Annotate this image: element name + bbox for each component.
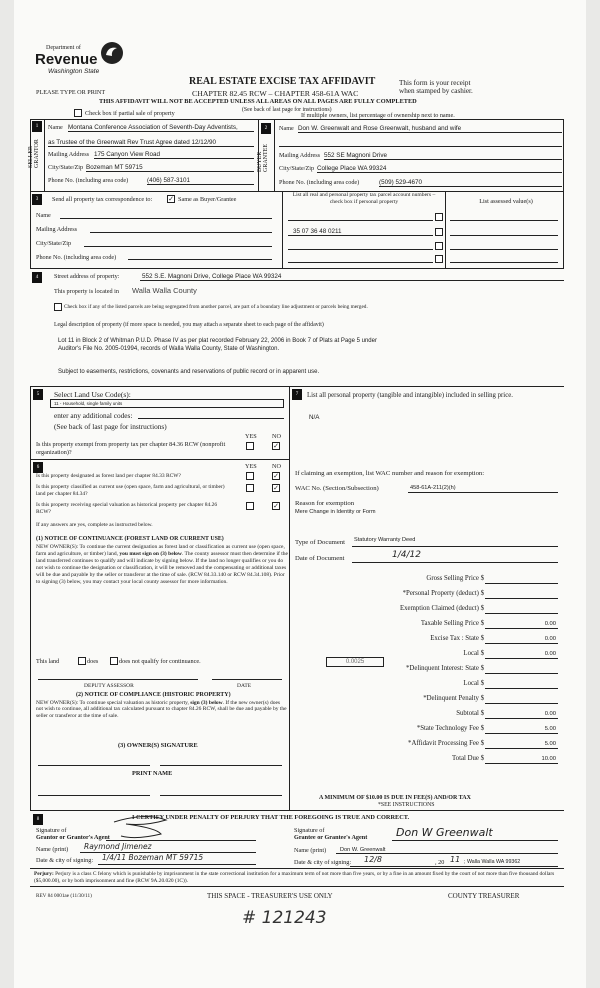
grantee-city-field[interactable]: ; Walla Walla WA 99362 [464, 859, 521, 865]
fee-label: Subtotal $ [456, 710, 484, 717]
current-use-yes-checkbox[interactable] [246, 484, 254, 492]
field-label: Mailing Address [48, 151, 90, 158]
personal-property-checkbox[interactable] [435, 228, 443, 236]
exempt-question: Is this property exempt from property tax per chapter 84.36 RCW (nonprofit organization)? [36, 441, 226, 456]
divider [30, 868, 564, 869]
fee-label: *Affidavit Processing Fee $ [408, 740, 484, 747]
fee-label: *Personal Property (deduct) $ [402, 590, 484, 597]
underline [485, 628, 558, 629]
divider [30, 459, 289, 460]
seller-name-field[interactable]: Montana Conference Association of Seventh-Day Adventists, [68, 124, 238, 131]
perjury-text: Perjury is a class C felony which is punishable by imprisonment in the state correctional institution for a maximum term of not more than five years, or by a fine in an amount fixed by the court of not more than five thousand dollars ($5,000.00), or by both imprisonment and fine (RCW 9A.20.020 (1C)). [34, 871, 555, 884]
name-print-label: Name (print) [36, 846, 69, 853]
underline [408, 492, 558, 493]
name-print-label: Name (print) [294, 847, 327, 854]
section-number: 7 [292, 389, 302, 400]
fee-value[interactable]: 5.00 [544, 726, 556, 732]
fee-label: Local $ [463, 680, 484, 687]
field-label: Mailing Address [279, 152, 321, 159]
instructions-note: (See back of last page for instructions) [54, 422, 167, 431]
legal-description: Subject to easements, restrictions, covenants and reservations of public record or in apparent use. [58, 369, 320, 375]
underline [485, 643, 558, 644]
underline [317, 172, 562, 173]
send-correspondence-label: Send all property tax correspondence to: [52, 196, 153, 203]
notice-text: . If the new owner(s) does not wish to continue, all additional tax calculated pursuant to chapter 84.26 RCW, shall be due and payable by the seller or transferor at the time of sale. [36, 700, 287, 719]
yes-header: YES [245, 433, 257, 440]
field-label: Street address of property: [54, 273, 120, 280]
owner-print-name-field[interactable] [160, 795, 282, 796]
logo-text: Department of [46, 45, 81, 51]
perjury-statement [34, 871, 564, 885]
forest-question: Is this property designated as forest land per chapter 84.33 RCW? [36, 473, 181, 479]
logo-swirl-icon [98, 40, 126, 66]
does-qualify-checkbox[interactable] [78, 657, 86, 665]
reason-field[interactable]: Mere Change in Identity or Form [295, 509, 376, 515]
underline [324, 159, 562, 160]
assessor-date-field[interactable] [212, 679, 282, 680]
warning-line: THIS AFFIDAVIT WILL NOT BE ACCEPTED UNLESS ALL AREAS ON ALL PAGES ARE FULLY COMPLETED [99, 98, 417, 105]
additional-codes-field[interactable] [138, 418, 284, 419]
fee-label: Local $ [463, 650, 484, 657]
legal-description-label: Legal description of property (if more space is needed, you may attach a separate sheet to each page of the affidavit) [54, 322, 324, 328]
segregated-label: Check box if any of the listed parcels are being segregated from another parcel, are part of a boundary line adjustment or parcels being merged. [64, 304, 368, 310]
underline [48, 146, 254, 147]
deputy-label: DEPUTY ASSESSOR [84, 683, 134, 689]
wac-label: WAC No. (Section/Subsection) [295, 485, 379, 492]
does-label: does [87, 658, 99, 665]
segregated-checkbox[interactable] [54, 303, 62, 311]
grantor-signature[interactable] [106, 812, 176, 842]
owner-signature-title: (3) OWNER(S) SIGNATURE [118, 742, 198, 749]
seller-label: SELLER GRANTOR [28, 139, 40, 168]
underline [485, 688, 558, 689]
parcel-header: List all real and personal property tax parcel account numbers – check box if personal property [292, 192, 436, 205]
underline [392, 840, 558, 841]
does-not-label: does not qualify for continuance. [119, 658, 201, 665]
underline [106, 840, 256, 841]
legal-description: Auditor's File No. 2005-01994, records of Walla Walla County, State of Washington. [58, 346, 280, 352]
grantor-name-field[interactable]: Raymond Jimenez [84, 842, 152, 851]
divider [30, 886, 564, 887]
forest-no-checkbox[interactable]: ✓ [273, 472, 279, 480]
form-title: REAL ESTATE EXCISE TAX AFFIDAVIT [189, 76, 376, 87]
grantor-date-field[interactable]: 1/4/11 Bozeman MT 59715 [102, 853, 204, 862]
logo-text: Revenue [35, 51, 98, 68]
owner-print-name-field[interactable] [38, 795, 150, 796]
local-rate-field[interactable]: 0.0025 [326, 657, 384, 667]
form-number: REV 84 0001ae (11/30/11) [36, 893, 92, 899]
yes-header: YES [245, 463, 257, 470]
underline [485, 748, 558, 749]
logo-text: Washington State [48, 68, 100, 75]
fee-value[interactable]: 0.00 [544, 636, 556, 642]
underline [279, 146, 562, 147]
date-city-label: Date & city of signing: [294, 859, 352, 866]
assessed-header: List assessed value(s) [479, 198, 533, 205]
section-number: 4 [32, 272, 42, 283]
underline [485, 658, 558, 659]
doc-type-label: Type of Document [295, 539, 346, 546]
parcel-field[interactable] [288, 249, 433, 250]
seller-city-field[interactable]: Bozeman MT 59715 [86, 164, 143, 171]
notice-continuance-text [36, 544, 288, 587]
section-number: 8 [33, 814, 43, 825]
grantee-name-field[interactable]: Don W. Greenwalt [340, 847, 386, 853]
historic-yes-checkbox[interactable] [246, 502, 254, 510]
date-city-label: Date & city of signing: [36, 857, 94, 864]
divider [282, 191, 283, 269]
fee-label: Gross Selling Price $ [426, 575, 484, 582]
assessed-field[interactable] [450, 262, 558, 263]
underline [379, 186, 562, 187]
additional-codes-label: enter any additional codes: [54, 411, 133, 420]
fee-label: Excise Tax : State $ [430, 635, 484, 642]
current-use-no-checkbox[interactable]: ✓ [273, 484, 279, 492]
no-header: NO [272, 463, 281, 470]
street-address-field[interactable]: 552 S.E. Magnoni Drive, College Place WA 99324 [142, 273, 282, 280]
underline [350, 866, 558, 867]
correspondence-name-field[interactable] [60, 218, 272, 219]
print-name-label: PRINT NAME [132, 770, 173, 777]
field-label: Name [36, 212, 51, 219]
grantee-signature[interactable]: Don W Greenwalt [396, 826, 493, 839]
exempt-no-checkbox[interactable]: ✓ [273, 442, 279, 450]
buyer-address-field[interactable]: 552 SE Magnoni Drive [324, 152, 388, 159]
owner-signature-field[interactable] [38, 765, 150, 766]
field-label: Phone No. (including area code) [36, 254, 117, 261]
buyer-phone-field[interactable]: (509) 529-4670 [379, 179, 423, 186]
underline [298, 132, 562, 133]
buyer-name-field[interactable]: Don W. Greenwalt and Rose Greenwalt, husband and wife [298, 125, 462, 132]
buyer-city-field[interactable]: College Place WA 99324 [317, 165, 387, 172]
notice-text-bold: you must sign on (3) below [119, 551, 182, 558]
fee-value[interactable]: 0.00 [544, 651, 556, 657]
exempt-yes-checkbox[interactable] [246, 442, 254, 450]
divider [289, 386, 290, 810]
signature-label: Signature of [36, 827, 67, 834]
divider [274, 119, 275, 191]
same-as-buyer-label: Same as Buyer/Grantee [178, 196, 237, 203]
underline [94, 158, 254, 159]
grantee-date-field[interactable]: 12/8 [364, 855, 382, 864]
section-number: 5 [33, 389, 43, 400]
fee-value[interactable]: 10.00 [541, 756, 556, 762]
doc-date-label: Date of Document [295, 555, 345, 562]
see-back: (See back of last page for instructions) [242, 107, 332, 113]
does-not-qualify-checkbox[interactable] [110, 657, 118, 665]
receipt-note: when stamped by cashier. [399, 87, 473, 95]
fee-label: Exemption Claimed (deduct) $ [400, 605, 484, 612]
section-number: 3 [32, 194, 42, 205]
exemption-label: If claiming an exemption, list WAC number and reason for exemption: [295, 470, 485, 477]
divider [30, 386, 31, 810]
doc-date-field[interactable]: 1/4/12 [392, 550, 421, 560]
historic-question: Is this property receiving special valuation as historical property per chapter 84.26 RCW? [36, 502, 218, 515]
seller-address-field[interactable]: 175 Canyon View Road [94, 151, 161, 158]
underline [485, 733, 558, 734]
underline [86, 171, 254, 172]
section-number: 1 [32, 121, 42, 132]
date-label: DATE [237, 683, 252, 689]
owner-signature-field[interactable] [160, 765, 282, 766]
land-use-label: Select Land Use Code(s): [54, 390, 131, 399]
wac-field[interactable]: 458-61A-211(2)(h) [410, 485, 456, 491]
field-label: City/State/Zip [36, 240, 72, 247]
personal-property-checkbox[interactable] [435, 213, 443, 221]
notice-compliance-text [36, 700, 288, 719]
correspondence-phone-field[interactable] [128, 259, 272, 260]
legal-description: Lot 11 in Block 2 of Whitman P.U.D. Phase IV as per plat recorded February 22, 2006 in Book 7 of Plats at Page 5 under [58, 338, 377, 344]
field-label: City/State/Zip [48, 164, 84, 171]
doc-type-field[interactable]: Statutory Warranty Deed [354, 537, 416, 543]
personal-property-field[interactable]: N/A [309, 414, 320, 421]
section-number: 6 [33, 462, 43, 473]
handwritten-number: # 121243 [242, 908, 327, 928]
divider [445, 191, 446, 269]
affidavit-page [14, 0, 586, 988]
parcel-field[interactable] [288, 220, 433, 221]
fee-label: *State Technology Fee $ [416, 725, 484, 732]
chapter-line: CHAPTER 82.45 RCW – CHAPTER 458-61A WAC [192, 89, 359, 98]
personal-property-checkbox[interactable] [435, 255, 443, 263]
divider [44, 119, 45, 191]
correspondence-address-field[interactable] [90, 232, 272, 233]
treasurer-use-label: THIS SPACE - TREASURER'S USE ONLY [207, 892, 333, 900]
no-header: NO [272, 433, 281, 440]
underline [485, 763, 558, 764]
historic-no-checkbox[interactable]: ✓ [273, 502, 279, 510]
partial-sale-checkbox[interactable] [74, 109, 82, 117]
underline [288, 235, 433, 236]
fee-value[interactable]: 0.00 [544, 711, 556, 717]
fee-value[interactable]: 0.00 [544, 621, 556, 627]
notice-text: NEW OWNER(S): To continue the current designation as forest land or classification as current use (open space, farm and agriculture, or timber) land, [36, 544, 285, 558]
please-type: PLEASE TYPE OR PRINT [36, 89, 106, 96]
field-label: Name [279, 125, 294, 132]
notice-text: NEW OWNER(S): To continue special valuation as historic property, [36, 700, 191, 706]
grantee-agent-label: Grantee or Grantee's Agent [294, 834, 368, 841]
county-field[interactable]: Walla Walla County [132, 286, 197, 295]
underline [68, 131, 254, 132]
field-label: Mailing Address [36, 226, 78, 233]
buyer-label: BUYER GRANTEE [257, 144, 269, 172]
county-treasurer-label: COUNTY TREASURER [448, 892, 520, 900]
partial-sale-label: Check box if partial sale of property [85, 110, 175, 117]
divider [30, 386, 564, 387]
underline [485, 703, 558, 704]
underline [147, 184, 254, 185]
field-label: Phone No. (including area code) [48, 177, 129, 184]
notice-text-bold: sign (3) below [190, 700, 223, 706]
forest-yes-checkbox[interactable] [246, 472, 254, 480]
perjury-label: Perjury: [34, 871, 54, 877]
see-instructions: *SEE INSTRUCTIONS [378, 802, 435, 808]
divider [30, 810, 564, 811]
year-label: , 20 [435, 859, 445, 866]
seller-phone-field[interactable]: (406) 587-3101 [147, 177, 191, 184]
underline [140, 280, 564, 281]
deputy-assessor-signature[interactable] [38, 679, 198, 680]
personal-property-label: List all personal property (tangible and intangible) included in selling price. [307, 392, 513, 399]
fee-value[interactable]: 5.00 [544, 741, 556, 747]
if-yes-note: If any answers are yes, complete as instructed below. [36, 522, 153, 528]
underline [485, 598, 558, 599]
personal-property-checkbox[interactable] [435, 242, 443, 250]
correspondence-city-field[interactable] [84, 246, 272, 247]
land-use-select[interactable]: 11 - Household, single family units [50, 399, 284, 408]
current-use-question: Is this property classified as current use (open space, farm and agricultural, or timber) land per chapter 84.34? [36, 484, 225, 497]
signature-label: Signature of [294, 827, 325, 834]
underline [352, 546, 558, 547]
section-number: 2 [261, 123, 271, 134]
underline [98, 864, 256, 865]
grantor-agent-label: Grantor or Grantor's Agent [36, 834, 110, 841]
assessed-field[interactable] [450, 235, 558, 236]
fee-label: Taxable Selling Price $ [420, 620, 484, 627]
underline [485, 583, 558, 584]
receipt-note: This form is your receipt [399, 79, 471, 87]
certify-statement: I CERTIFY UNDER PENALTY OF PERJURY THAT THE FOREGOING IS TRUE AND CORRECT. [132, 814, 410, 821]
seller-name-field-2[interactable]: as Trustee of the Greenwalt Rev Trust Agree dated 12/12/90 [48, 139, 217, 146]
underline [336, 853, 558, 854]
same-as-buyer-checkbox[interactable]: ✓ [168, 195, 174, 203]
field-label: Phone No. (including area code) [279, 179, 360, 186]
minimum-note: A MINIMUM OF $10.00 IS DUE IN FEE(S) AND/OR TAX [319, 795, 471, 801]
underline [485, 718, 558, 719]
parcel-field[interactable] [288, 262, 433, 263]
parcel-field[interactable]: 35 07 36 48 0211 [293, 228, 342, 235]
underline [485, 673, 558, 674]
field-label: City/State/Zip [279, 165, 315, 172]
fee-label: *Delinquent Interest: State $ [406, 665, 484, 672]
grantee-year-field[interactable]: 11 [450, 855, 461, 864]
underline [352, 562, 558, 563]
reason-label: Reason for exemption [295, 500, 355, 507]
field-label: Name [48, 124, 63, 131]
this-land-label: This land [36, 658, 60, 665]
field-label: This property is located in [54, 288, 119, 295]
underline [485, 613, 558, 614]
fee-label: Total Due $ [452, 755, 484, 762]
notice-compliance-title: (2) NOTICE OF COMPLIANCE (HISTORIC PROPERTY) [76, 692, 231, 698]
assessed-field[interactable] [450, 220, 558, 221]
assessed-field[interactable] [450, 249, 558, 250]
fee-label: *Delinquent Penalty $ [423, 695, 484, 702]
multiple-owners-note: If multiple owners, list percentage of ownership next to name. [301, 112, 455, 119]
notice-text: . The county assessor must then determine if the land transferred continues to qualify and will indicate by signing below. If the land no longer qualifies or you do not wish to continue the designation or classification, it will be removed and the compensating or additional taxes will be due and payable by the seller or transferor at the time of sale. (RCW 84.33.140 or RCW 84.34.108). Prior to signing (3) below, you may contact your local county assessor for more information. [36, 551, 288, 586]
notice-continuance-title: (1) NOTICE OF CONTINUANCE (FOREST LAND OR CURRENT USE) [36, 536, 224, 542]
